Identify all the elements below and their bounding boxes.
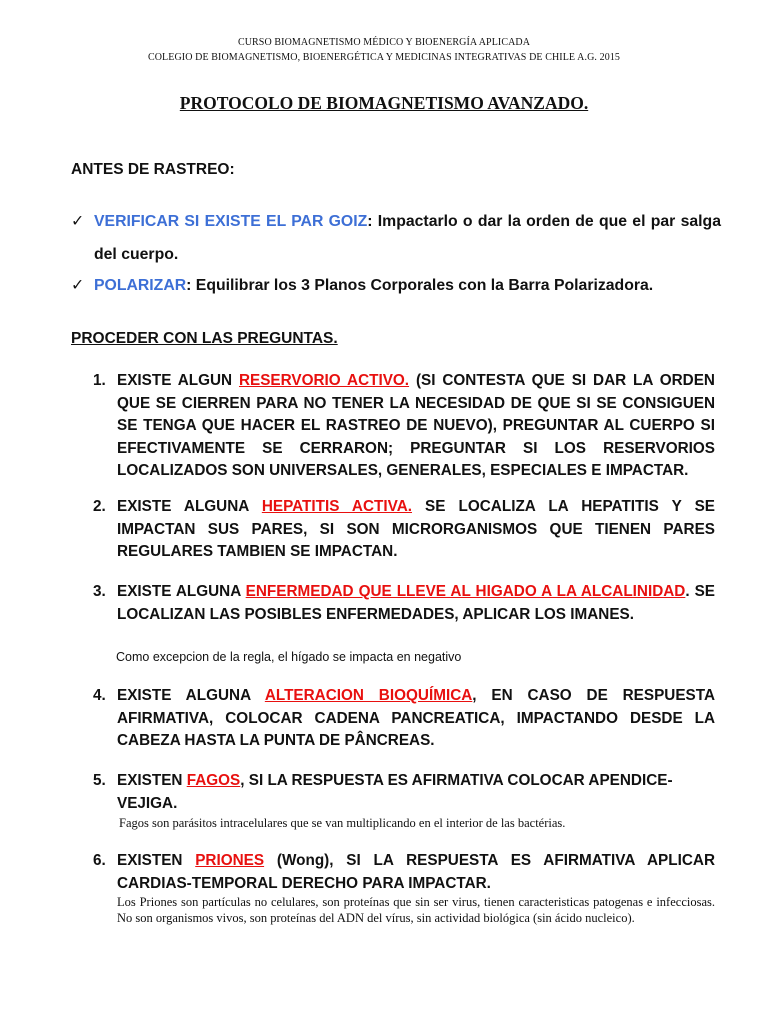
item-highlight: ALTERACION BIOQUÍMICA (264, 687, 473, 704)
checklist-text: : Impactarlo o dar la orden de que el par salga del cuerpo. (94, 213, 721, 263)
question-item-4 (93, 685, 715, 753)
item-highlight: HEPATITIS ACTIVA. (261, 498, 412, 515)
keyword-verificar: VERIFICAR SI EXISTE EL PAR GOIZ (94, 213, 368, 230)
item-text-post: (SI CONTESTA QUE SI DAR LA ORDEN QUE SE CIERREN PARA NO TENER LA NECESIDAD DE QUE SI SE CONSIGUEN SE TENGA QUE HACER EL RASTREO DE NUEVO), PREGUNTAR AL CUERPO SI EFECTIVAMENTE SE CERRARON; PREGUNTAR SI LOS RESERVORIOS LOCALIZADOS SON UNIVERSALES, GENERALES, ESPECIALES E IMPACTAR. (117, 372, 715, 479)
item-note-5: Fagos son parásitos intracelulares que se van multiplicando en el interior de las bactérias. (119, 816, 566, 830)
question-item-2 (93, 496, 715, 564)
item-text-pre: EXISTEN (117, 772, 187, 789)
section-heading-proceder: PROCEDER CON LAS PREGUNTAS. (71, 330, 338, 347)
question-item-6 (93, 850, 715, 895)
checkmark-icon: ✓ (71, 213, 85, 230)
header-course-line: CURSO BIOMAGNETISMO MÉDICO Y BIOENERGÍA APLICADA (237, 37, 531, 48)
item-text-post: , EN CASO DE RESPUESTA AFIRMATIVA, COLOCAR CADENA PANCREATICA, IMPACTANDO DESDE LA CABEZA HASTA LA PUNTA DE PÂNCREAS. (117, 687, 715, 749)
keyword-polarizar: POLARIZAR (94, 277, 187, 294)
item-text-pre: EXISTEN (117, 852, 196, 869)
header-college-line: COLEGIO DE BIOMAGNETISMO, BIOENERGÉTICA Y MEDICINAS INTEGRATIVAS DE CHILE A.G. 2015 (147, 52, 621, 63)
checklist-item-polarizar (71, 269, 721, 302)
question-item-3 (93, 581, 715, 626)
item-highlight: PRIONES (195, 852, 265, 869)
item-text-post: (Wong), SI LA RESPUESTA ES AFIRMATIVA APLICAR CARDIAS-TEMPORAL DERECHO PARA IMPACTAR. (117, 852, 715, 892)
item-note-6: Los Priones son partículas no celulares, son proteínas que sin ser virus, tienen caracteristicas patogenas e infecciosas. No son organismos vivos, son proteínas del ADN del vírus, sin actividad biológica (sin ácido nucleico). (117, 895, 715, 925)
item-text-pre: EXISTE ALGUN (117, 372, 239, 389)
question-item-1 (93, 370, 715, 483)
item-text-pre: EXISTE ALGUNA (117, 687, 265, 704)
item-text-pre: EXISTE ALGUNA (117, 583, 246, 600)
checklist-item-verificar (71, 205, 721, 271)
item-note-3: Como excepcion de la regla, el hígado se impacta en negativo (116, 650, 462, 664)
item-text-pre: EXISTE ALGUNA (117, 498, 262, 515)
question-item-5 (93, 770, 715, 815)
item-number: 1. (93, 372, 106, 389)
item-number: 6. (93, 852, 106, 869)
checkmark-icon: ✓ (71, 277, 85, 294)
item-highlight: FAGOS (186, 772, 241, 789)
page-title: PROTOCOLO DE BIOMAGNETISMO AVANZADO. (179, 93, 589, 113)
item-number: 4. (93, 687, 106, 704)
item-number: 5. (93, 772, 106, 789)
section-heading-antes: ANTES DE RASTREO: (71, 161, 235, 178)
item-number: 2. (93, 498, 106, 515)
item-text-post: . SE LOCALIZAN LAS POSIBLES ENFERMEDADES, APLICAR LOS IMANES. (117, 583, 715, 623)
item-highlight: RESERVORIO ACTIVO. (238, 372, 410, 389)
item-text-post: SE LOCALIZA LA HEPATITIS Y SE IMPACTAN SUS PARES, SI SON MICRORGANISMOS QUE TIENEN PARES REGULARES TAMBIEN SE IMPACTAN. (117, 498, 716, 560)
item-number: 3. (93, 583, 106, 600)
checklist-text: : Equilibrar los 3 Planos Corporales con la Barra Polarizadora. (186, 277, 654, 294)
item-text-post: , SI LA RESPUESTA ES AFIRMATIVA COLOCAR APENDICE-VEJIGA. (117, 772, 673, 812)
item-highlight: ENFERMEDAD QUE LLEVE AL HIGADO A LA ALCALINIDAD (245, 583, 686, 600)
